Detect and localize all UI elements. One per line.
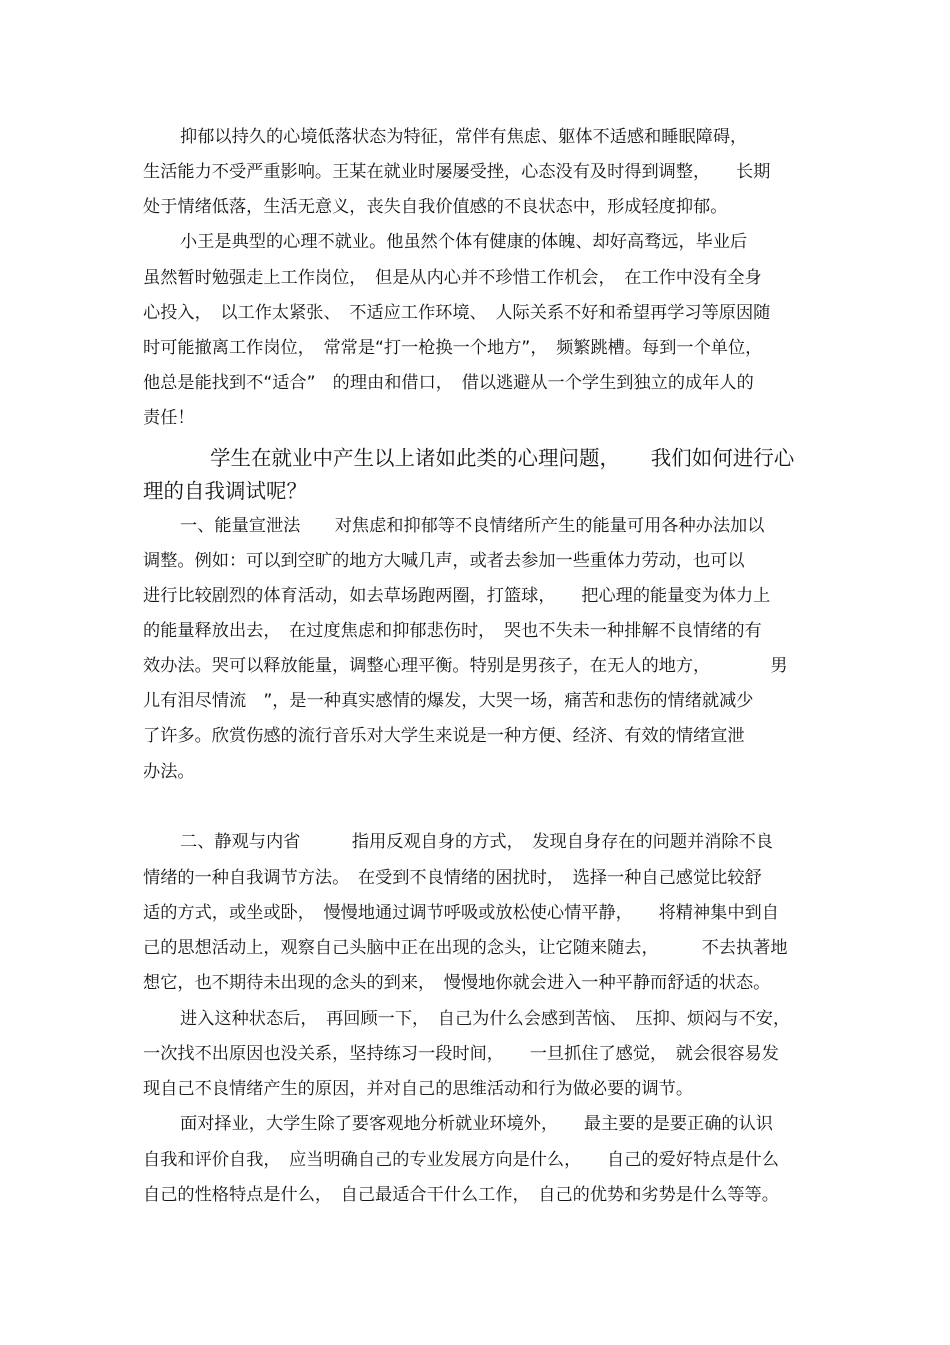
text-line: 自我和评价自我， 应当明确自己的专业发展方向是什么， 自己的爱好特点是什么 <box>143 1150 779 1170</box>
section-intro-line: 学生在就业中产生以上诸如此类的心理问题， 我们如何进行心 <box>210 446 795 470</box>
text-line: 调整。例如：可以到空旷的地方大喊几声，或者去参加一些重体力劳动，也可以 <box>143 551 745 571</box>
text-line: 心投入， 以工作太紧张、 不适应工作环境、 人际关系不好和希望再学习等原因随 <box>143 303 771 323</box>
text-line: 办法。 <box>143 762 195 782</box>
text-line: 小王是典型的心理不就业。他虽然个体有健康的体魄、却好高骛远，毕业后 <box>180 232 748 252</box>
text-line: 适的方式，或坐或卧， 慢慢地通过调节呼吸或放松使心情平静， 将精神集中到自 <box>143 903 779 923</box>
text-line: 面对择业，大学生除了要客观地分析就业环境外， 最主要的是要正确的认识 <box>180 1114 773 1134</box>
text-line: 己的思想活动上，观察自己头脑中正在出现的念头，让它随来随去， 不去执著地 <box>143 938 788 958</box>
text-line: 生活能力不受严重影响。王某在就业时屡屡受挫，心态没有及时得到调整， 长期 <box>143 162 771 182</box>
text-line: 二、静观与内省 指用反观自身的方式， 发现自身存在的问题并消除不良 <box>180 832 773 852</box>
text-line: 想它，也不期待未出现的念头的到来， 慢慢地你就会进入一种平静而舒适的状态。 <box>143 973 771 993</box>
text-line: 他总是能找到不“适合” 的理由和借口， 借以逃避从一个学生到独立的成年人的 <box>143 373 754 393</box>
text-line: 抑郁以持久的心境低落状态为特征，常伴有焦虑、躯体不适感和睡眠障碍， <box>180 127 748 147</box>
text-line: 自己的性格特点是什么， 自己最适合干什么工作， 自己的优势和劣势是什么等等。 <box>143 1185 779 1205</box>
text-line: 一、能量宣泄法 对焦虑和抑郁等不良情绪所产生的能量可用各种办法加以 <box>180 516 765 536</box>
text-line: 虽然暂时勉强走上工作岗位， 但是从内心并不珍惜工作机会， 在工作中没有全身 <box>143 268 762 288</box>
text-line: 情绪的一种自我调节方法。 在受到不良情绪的困扰时， 选择一种自己感觉比较舒 <box>143 868 762 888</box>
text-line: 了许多。欣赏伤感的流行音乐对大学生来说是一种方便、经济、有效的情绪宣泄 <box>143 726 745 746</box>
text-line: 责任！ <box>143 408 195 428</box>
section-intro-line: 理的自我调试呢？ <box>143 479 307 503</box>
text-line: 进行比较剧烈的体育活动，如去草场跑两圈，打篮球， 把心理的能量变为体力上 <box>143 586 771 606</box>
text-line: 儿有泪尽情流 ”，是一种真实感情的爆发，大哭一场，痛苦和悲伤的情绪就减少 <box>143 691 754 711</box>
text-line: 进入这种状态后， 再回顾一下， 自己为什么会感到苦恼、 压抑、烦闷与不安， <box>180 1009 791 1029</box>
text-line: 现自己不良情绪产生的原因，并对自己的思维活动和行为做必要的调节。 <box>143 1079 694 1099</box>
text-line: 的能量释放出去， 在过度焦虑和抑郁悲伤时， 哭也不失未一种排解不良情绪的有 <box>143 621 762 641</box>
text-line: 效办法。哭可以释放能量，调整心理平衡。特别是男孩子，在无人的地方， 男 <box>143 656 788 676</box>
text-line: 时可能撤离工作岗位， 常常是“打一枪换一个地方”， 频繁跳槽。每到一个单位， <box>143 338 763 358</box>
text-line: 一次找不出原因也没关系，坚持练习一段时间， 一旦抓住了感觉， 就会很容易发 <box>143 1044 779 1064</box>
text-line: 处于情绪低落，生活无意义，丧失自我价值感的不良状态中，形成轻度抑郁。 <box>143 197 728 217</box>
